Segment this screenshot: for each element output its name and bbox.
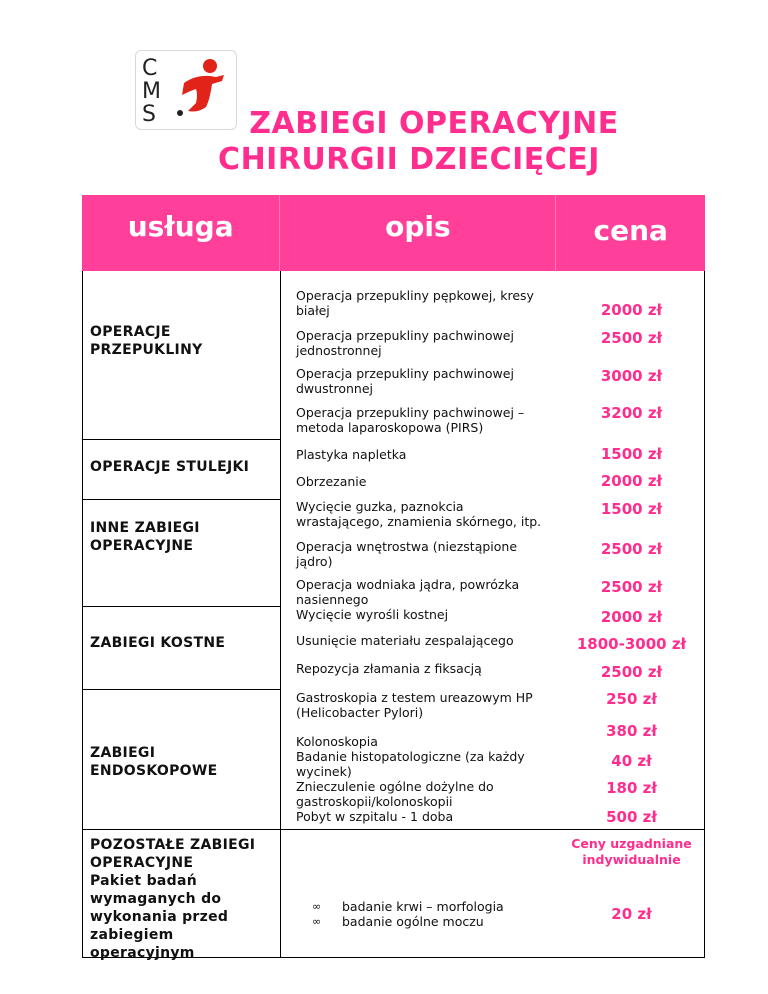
row-divider (82, 606, 280, 607)
table-header (82, 195, 705, 271)
price-kolonoskopia: 380 zł (606, 722, 657, 740)
price-wnetrostwo: 2500 zł (600, 540, 663, 558)
desc-wyrosl-kostna: Wycięcie wyrośli kostnej (296, 607, 449, 622)
price-wyciecie-guzka: 1500 zł (600, 500, 663, 518)
row-divider (82, 439, 280, 440)
desc-plastyka-napletka: Plastyka napletka (296, 447, 407, 462)
desc-przepuklina-pepkowa: Operacja przepukliny pępkowej, kresy białej (296, 288, 534, 318)
desc-kolonoskopia: Kolonoskopia (296, 734, 378, 749)
desc-repozycja: Repozycja złamania z fiksacją (296, 661, 482, 676)
price-wyrosl-kostna: 2000 zł (600, 608, 663, 626)
logo-letter-s: S (142, 102, 156, 127)
price-znieczulenie: 180 zł (606, 779, 657, 797)
price-przepuklina-laparoskopowa: 3200 zł (600, 404, 663, 422)
logo-letter-m: M (142, 79, 161, 104)
category-stulejki: OPERACJE STULEJKI (90, 459, 250, 475)
title-line-2: CHIRURGII DZIECIĘCEJ (218, 142, 600, 177)
row-divider (82, 689, 280, 690)
category-inne-zabiegi: INNE ZABIEGI OPERACYJNE (90, 520, 200, 554)
category-pozostale (90, 836, 270, 962)
category-zabiegi-kostne: ZABIEGI KOSTNE (90, 635, 226, 651)
page-title (0, 106, 768, 178)
price-histopatologia: 40 zł (611, 752, 652, 770)
desc-wnetrostwo: Operacja wnętrostwa (niezstąpione jądro) (296, 539, 518, 569)
header-cena: cena (593, 213, 668, 247)
price-wodniak: 2500 zł (600, 578, 663, 596)
desc-histopatologia: Badanie histopatologiczne (za każdy wycinek) (296, 749, 525, 779)
price-repozycja: 2500 zł (600, 663, 663, 681)
category-endoskopowe: ZABIEGI ENDOSKOPOWE (90, 745, 218, 779)
logo-letter-c: C (142, 56, 158, 81)
header-usluga: usługa (82, 195, 280, 271)
bullet-morfologia: badanie krwi – morfologia (342, 899, 504, 914)
price-gastroskopia: 250 zł (606, 690, 657, 708)
header-opis: opis (280, 195, 556, 271)
desc-przepuklina-jednostronna: Operacja przepukliny pachwinowej jednostronnej (296, 328, 514, 358)
category-pakiet-label: Pakiet badań wymaganych do wykonania przed zabiegiem operacyjnym (90, 873, 229, 961)
bullet-icon: ∞ (312, 915, 322, 928)
desc-przepuklina-dwustronna: Operacja przepukliny pachwinowej dwustronnej (296, 366, 514, 396)
bullet-icon: ∞ (312, 900, 322, 913)
price-pobyt: 500 zł (606, 808, 657, 826)
price-pakiet: 20 zł (611, 905, 652, 923)
list-item (296, 914, 504, 929)
pakiet-bullet-list (296, 899, 504, 929)
row-divider (280, 829, 705, 830)
desc-wodniak: Operacja wodniaka jądra, powrózka nasiennego (296, 577, 520, 607)
price-przepuklina-jednostronna: 2500 zł (600, 329, 663, 347)
desc-gastroskopia: Gastroskopia z testem ureazowym HP (Helicobacter Pylori) (296, 690, 533, 720)
category-przepukliny: OPERACJE PRZEPUKLINY (90, 324, 203, 358)
table-border (82, 271, 83, 958)
desc-znieczulenie: Znieczulenie ogólne dożylne do gastroskopii/kolonoskopii (296, 779, 494, 809)
price-przepuklina-dwustronna: 3000 zł (600, 367, 663, 385)
desc-obrzezanie: Obrzezanie (296, 474, 367, 489)
bullet-mocz: badanie ogólne moczu (342, 914, 484, 929)
list-item (296, 899, 504, 914)
price-material-zespalajacy: 1800-3000 zł (576, 635, 687, 653)
row-divider (82, 499, 280, 500)
desc-wyciecie-guzka: Wycięcie guzka, paznokcia wrastającego, znamienia skórnego, itp. (296, 499, 542, 529)
price-plastyka-napletka: 1500 zł (600, 445, 663, 463)
price-pozostale: Ceny uzgadniane indywidualnie (571, 836, 692, 867)
price-table (82, 271, 705, 961)
price-przepuklina-pepkowa: 2000 zł (600, 301, 663, 319)
category-pozostale-label: POZOSTAŁE ZABIEGI OPERACYJNE (90, 837, 256, 871)
table-border (280, 271, 281, 958)
desc-pobyt: Pobyt w szpitalu - 1 doba (296, 809, 454, 824)
row-divider (82, 829, 280, 830)
desc-material-zespalajacy: Usunięcie materiału zespalającego (296, 633, 514, 648)
title-line-1: ZABIEGI OPERACYJNE (249, 106, 619, 141)
desc-przepuklina-laparoskopowa: Operacja przepukliny pachwinowej – metoda laparoskopowa (PIRS) (296, 405, 525, 435)
price-obrzezanie: 2000 zł (600, 472, 663, 490)
desc-endoskopia-list (296, 734, 552, 824)
